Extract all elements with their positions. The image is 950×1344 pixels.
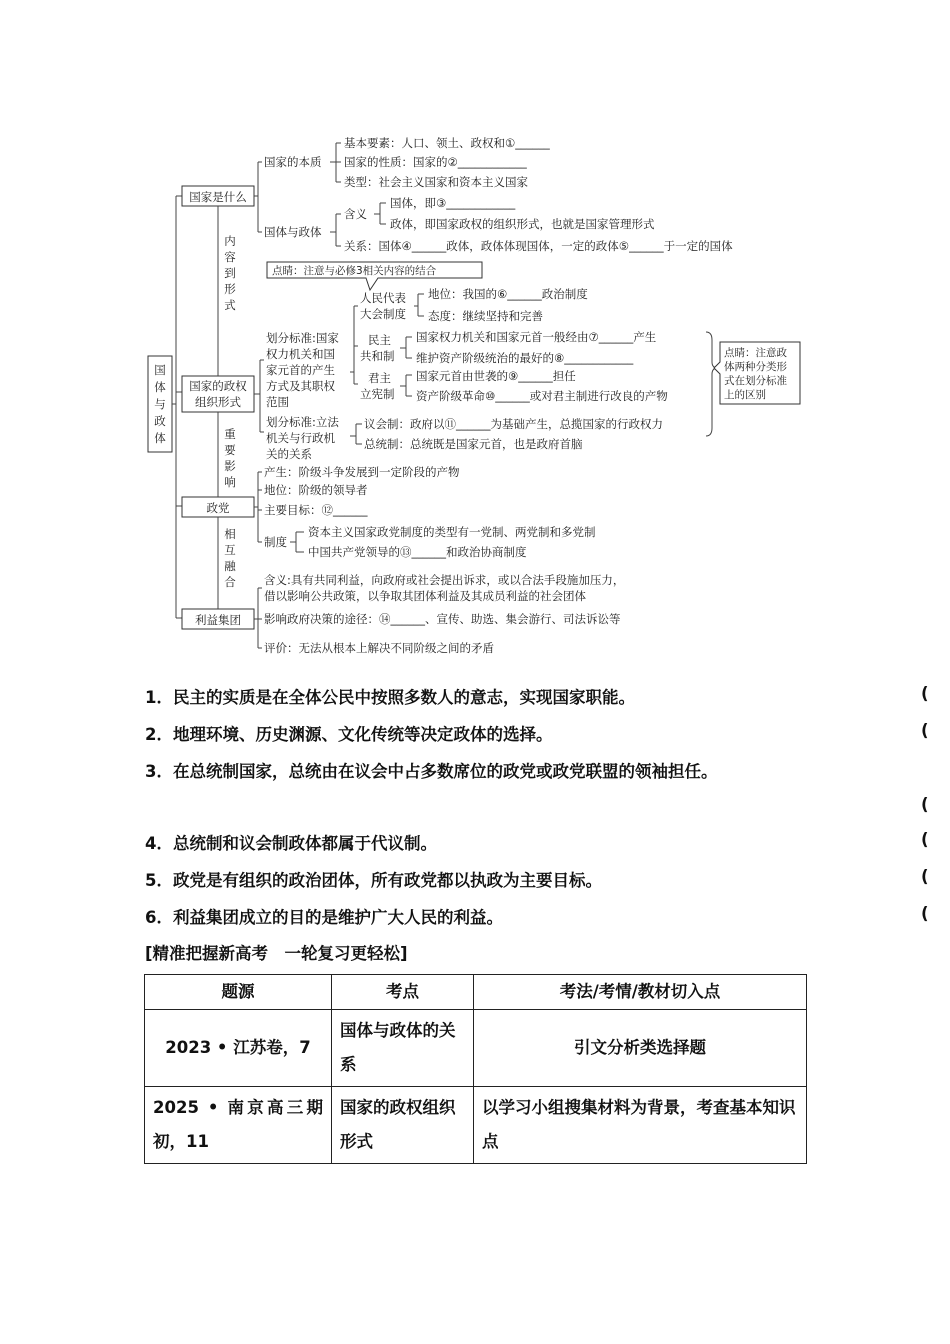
branch-state-bracket (254, 162, 262, 232)
criterion1-line: 方式及其职权 (266, 379, 335, 393)
statement-1: 1．民主的实质是在全体公民中按照多数人的意志，实现国家职能。 (145, 688, 635, 707)
answer-paren-2: ( (921, 721, 929, 740)
npc-attitude: 态度：继续坚持和完善 (428, 309, 543, 323)
node-interest: 利益集团 (195, 613, 241, 627)
table-row (145, 1087, 807, 1164)
connector-char: 相 (224, 527, 236, 541)
meaning-bracket (374, 203, 386, 224)
connector-char: 形 (224, 282, 236, 296)
party-status: 地位：阶级的领导者 (264, 483, 368, 497)
section-title: [精准把握新高考 一轮复习更轻松] (145, 944, 408, 963)
interest-meaning-line2: 借以影响公共政策，以争取其团体利益及其成员利益的社会团体 (264, 589, 586, 603)
criterion2-line: 机关与行政机 (266, 431, 335, 445)
republic-label-line1: 民主 (368, 333, 391, 347)
node-form-line1: 国家的政权 (189, 379, 247, 393)
state-nature: 国家的性质：国家的②____________ (344, 155, 527, 169)
republic-item1: 国家权力机关和国家元首一般经由⑦______产生 (416, 330, 657, 344)
npc-label-line1: 人民代表 (360, 291, 406, 305)
criterion1-bracket (350, 306, 358, 384)
connector-char: 影 (224, 459, 236, 473)
criterion2-line: 划分标准:立法 (266, 415, 339, 429)
answer-paren-4: ( (921, 830, 929, 849)
presidential-system: 总统制：总统既是国家元首，也是政府首脑 (364, 437, 583, 451)
statement-4: 4．总统制和议会制政体都属于代议制。 (145, 834, 437, 853)
party-origin: 产生：阶级斗争发展到一定阶段的产物 (264, 465, 460, 479)
note2-line: 体两种分类形 (724, 361, 787, 373)
cell-method: 引文分析类选择题 (474, 1010, 807, 1087)
table-row (145, 1010, 807, 1087)
note1-text: 点睛：注意与必修3相关内容的结合 (272, 265, 437, 277)
header-method: 考法/考情/教材切入点 (474, 975, 807, 1010)
statement-3: 3．在总统制国家，总统由在议会中占多数席位的政党或政党联盟的领袖担任。 (145, 762, 718, 781)
connector-char: 式 (224, 298, 236, 312)
criterion1-line: 划分标准:国家 (266, 331, 339, 345)
interest-meaning-line1: 含义:具有共同利益，向政府或社会提出诉求，或以合法手段施加压力， (264, 573, 625, 587)
node-party: 政党 (206, 501, 230, 515)
cell-method: 以学习小组搜集材料为背景，考查基本知识点 (474, 1087, 807, 1164)
party-system-bracket (290, 532, 304, 552)
connector-char: 合 (224, 575, 236, 589)
statement-2: 2．地理环境、历史渊源、文化传统等决定政体的选择。 (145, 725, 553, 744)
cell-point: 国体与政体的关系 (332, 1010, 474, 1087)
zhengti-definition: 政体，即国家政权的组织形式，也就是国家管理形式 (390, 217, 655, 231)
table-header-row (145, 975, 807, 1010)
root-char-3: 与 (154, 397, 166, 411)
monarchy-label-line2: 立宪制 (360, 387, 395, 401)
mind-map (0, 0, 950, 670)
connector-char: 要 (224, 443, 236, 457)
exam-table (144, 974, 807, 1164)
state-elements: 基本要素：人口、领土、政权和①______ (344, 136, 550, 150)
statement-6: 6．利益集团成立的目的是维护广大人民的利益。 (145, 908, 503, 927)
branch-form-bracket (254, 360, 264, 432)
state-polity-bracket (330, 214, 341, 246)
branch-party-bracket (254, 472, 262, 542)
monarchy-item2: 资产阶级革命⑩______或对君主制进行改良的产物 (416, 389, 668, 403)
connector-char: 内 (224, 234, 236, 248)
cell-point: 国家的政权组织形式 (332, 1087, 474, 1164)
state-essence-label: 国家的本质 (264, 155, 322, 169)
criterion2-line: 关的关系 (266, 447, 312, 461)
connector-char: 互 (224, 543, 236, 557)
republic-bracket (400, 337, 412, 358)
node-what-is-state: 国家是什么 (189, 190, 247, 204)
note2-line: 点睛：注意政 (724, 347, 787, 359)
state-essence-bracket (330, 143, 341, 182)
criterion1-line: 权力机关和国 (266, 347, 335, 361)
party-goal: 主要目标：⑫______ (264, 503, 368, 517)
monarchy-item1: 国家元首由世袭的⑨______担任 (416, 369, 576, 383)
republic-item2: 维护资产阶级统治的最好的⑧____________ (416, 351, 634, 365)
answer-paren-3: ( (921, 795, 929, 814)
criterion2-bracket (350, 424, 362, 444)
root-char-5: 体 (154, 431, 166, 445)
answer-paren-1: ( (921, 684, 929, 703)
polity-relation: 关系：国体④______政体，政体体现国体，一定的政体⑤______于一定的国体 (344, 239, 733, 253)
party-system1: 资本主义国家政党制度的类型有一党制、两党制和多党制 (308, 525, 596, 539)
polity-meaning-label: 含义 (344, 207, 367, 221)
connector-char: 响 (224, 475, 236, 489)
connector-char: 到 (224, 266, 236, 280)
connector-char: 重 (224, 427, 236, 441)
npc-status: 地位：我国的⑥______政治制度 (428, 287, 588, 301)
connector-char: 容 (224, 250, 236, 264)
root-char-4: 政 (154, 414, 166, 428)
answer-paren-6: ( (921, 904, 929, 923)
monarchy-label-line1: 君主 (368, 371, 391, 385)
right-brace (706, 332, 718, 436)
cell-source-line2: 初，11 (153, 1132, 209, 1151)
monarchy-bracket (400, 375, 412, 396)
header-source: 题源 (145, 975, 332, 1010)
party-system-label: 制度 (264, 535, 287, 549)
npc-label-line2: 大会制度 (360, 307, 406, 321)
cell-source (145, 1087, 332, 1164)
criterion1-line: 范围 (266, 395, 289, 409)
interest-ways: 影响政府决策的途径：⑭______、宣传、助选、集会游行、司法诉讼等 (264, 612, 621, 626)
republic-label-line2: 共和制 (360, 349, 395, 363)
parliamentary-system: 议会制：政府以⑪______为基础产生，总揽国家的行政权力 (364, 417, 663, 431)
root-char-1: 国 (154, 363, 166, 377)
cell-source-line1: 2025 • 南京高三期 (153, 1098, 323, 1117)
state-types: 类型：社会主义国家和资本主义国家 (344, 175, 528, 189)
header-point: 考点 (332, 975, 474, 1010)
party-system2: 中国共产党领导的⑬______和政治协商制度 (308, 545, 527, 559)
guoti-definition: 国体，即③____________ (390, 196, 516, 210)
answer-paren-5: ( (921, 867, 929, 886)
state-polity-label: 国体与政体 (264, 225, 322, 239)
note2-line: 式在划分标准 (724, 375, 787, 387)
interest-evaluation: 评价：无法从根本上解决不同阶级之间的矛盾 (264, 641, 494, 655)
npc-bracket (414, 294, 424, 316)
statement-5: 5．政党是有组织的政治团体，所有政党都以执政为主要目标。 (145, 871, 602, 890)
node-form-line2: 组织形式 (195, 395, 241, 409)
branch-interest-bracket (254, 588, 262, 648)
root-char-2: 体 (154, 380, 166, 394)
connector-char: 融 (224, 559, 236, 573)
cell-source: 2023 • 江苏卷，7 (145, 1010, 332, 1087)
criterion1-line: 家元首的产生 (266, 363, 335, 377)
root-bracket (172, 196, 182, 618)
note2-line: 上的区别 (724, 389, 766, 401)
